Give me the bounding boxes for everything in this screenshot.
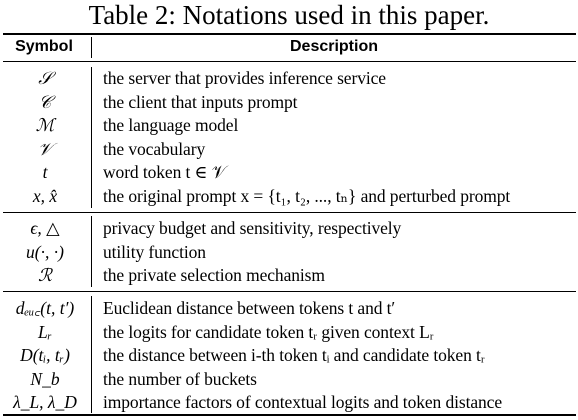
table-row xyxy=(0,321,578,345)
bottom-rule xyxy=(3,414,576,416)
description-cell: word token t ∈ 𝒱 xyxy=(103,162,227,182)
description-cell: the number of buckets xyxy=(103,368,257,389)
description-cell: Euclidean distance between tokens t and t′ xyxy=(103,298,396,318)
description-cell: utility function xyxy=(103,241,206,262)
description-cell: the private selection mechanism xyxy=(103,265,325,285)
table-row xyxy=(0,297,578,321)
description-cell: the language model xyxy=(103,115,239,135)
symbol-cell: ℛ xyxy=(38,265,52,285)
table-row xyxy=(0,185,578,209)
description-cell: the distance between i-th token tᵢ and candidate token tᵣ xyxy=(103,345,485,365)
symbol-cell: ℳ xyxy=(35,115,55,135)
symbol-cell: 𝒮 xyxy=(38,68,52,88)
symbol-cell: dₑᵤ꜀(t, t′) xyxy=(15,298,75,318)
table-row xyxy=(0,161,578,185)
description-cell: the vocabulary xyxy=(103,138,206,159)
symbol-cell: 𝒞 xyxy=(38,91,52,112)
table-caption: Table 2: Notations used in this paper. xyxy=(88,0,490,30)
notation-group-2 xyxy=(0,217,578,288)
table-row xyxy=(0,368,578,392)
table-row xyxy=(0,91,578,115)
symbol-cell: ϵ, △ xyxy=(30,218,60,238)
table-row xyxy=(0,344,578,368)
symbol-cell: N_b xyxy=(30,368,60,389)
table-row xyxy=(0,217,578,241)
description-cell: the original prompt x = {t₁, t₂, ..., tₙ} and perturbed prompt xyxy=(103,185,511,206)
header-description: Description xyxy=(289,38,378,55)
table-row xyxy=(0,241,578,265)
group-rule xyxy=(3,212,576,213)
symbol-cell: 𝒱 xyxy=(37,138,53,159)
table-row xyxy=(0,391,578,415)
notation-group-3 xyxy=(0,297,578,415)
table-row xyxy=(0,264,578,288)
description-cell: importance factors of contextual logits and token distance xyxy=(103,392,502,412)
symbol-cell: D(tᵢ, tᵣ) xyxy=(20,345,70,365)
notation-group-1 xyxy=(0,67,578,208)
symbol-cell: Lᵣ xyxy=(37,321,53,342)
description-cell: the client that inputs prompt xyxy=(103,91,298,112)
group-rule xyxy=(3,291,576,292)
table-row xyxy=(0,138,578,162)
description-cell: privacy budget and sensitivity, respectively xyxy=(103,218,402,238)
symbol-cell: λ_L, λ_D xyxy=(13,392,77,412)
column-separator xyxy=(91,37,92,58)
symbol-cell: u(·, ·) xyxy=(26,241,64,262)
header-symbol: Symbol xyxy=(15,38,73,55)
table-row xyxy=(0,114,578,138)
symbol-cell: t xyxy=(42,162,48,182)
header-rule xyxy=(3,61,576,62)
table-row xyxy=(0,67,578,91)
description-cell: the logits for candidate token tᵣ given context Lᵣ xyxy=(103,321,434,342)
symbol-cell: x, x̂ xyxy=(32,185,58,206)
description-cell: the server that provides inference service xyxy=(103,68,386,88)
